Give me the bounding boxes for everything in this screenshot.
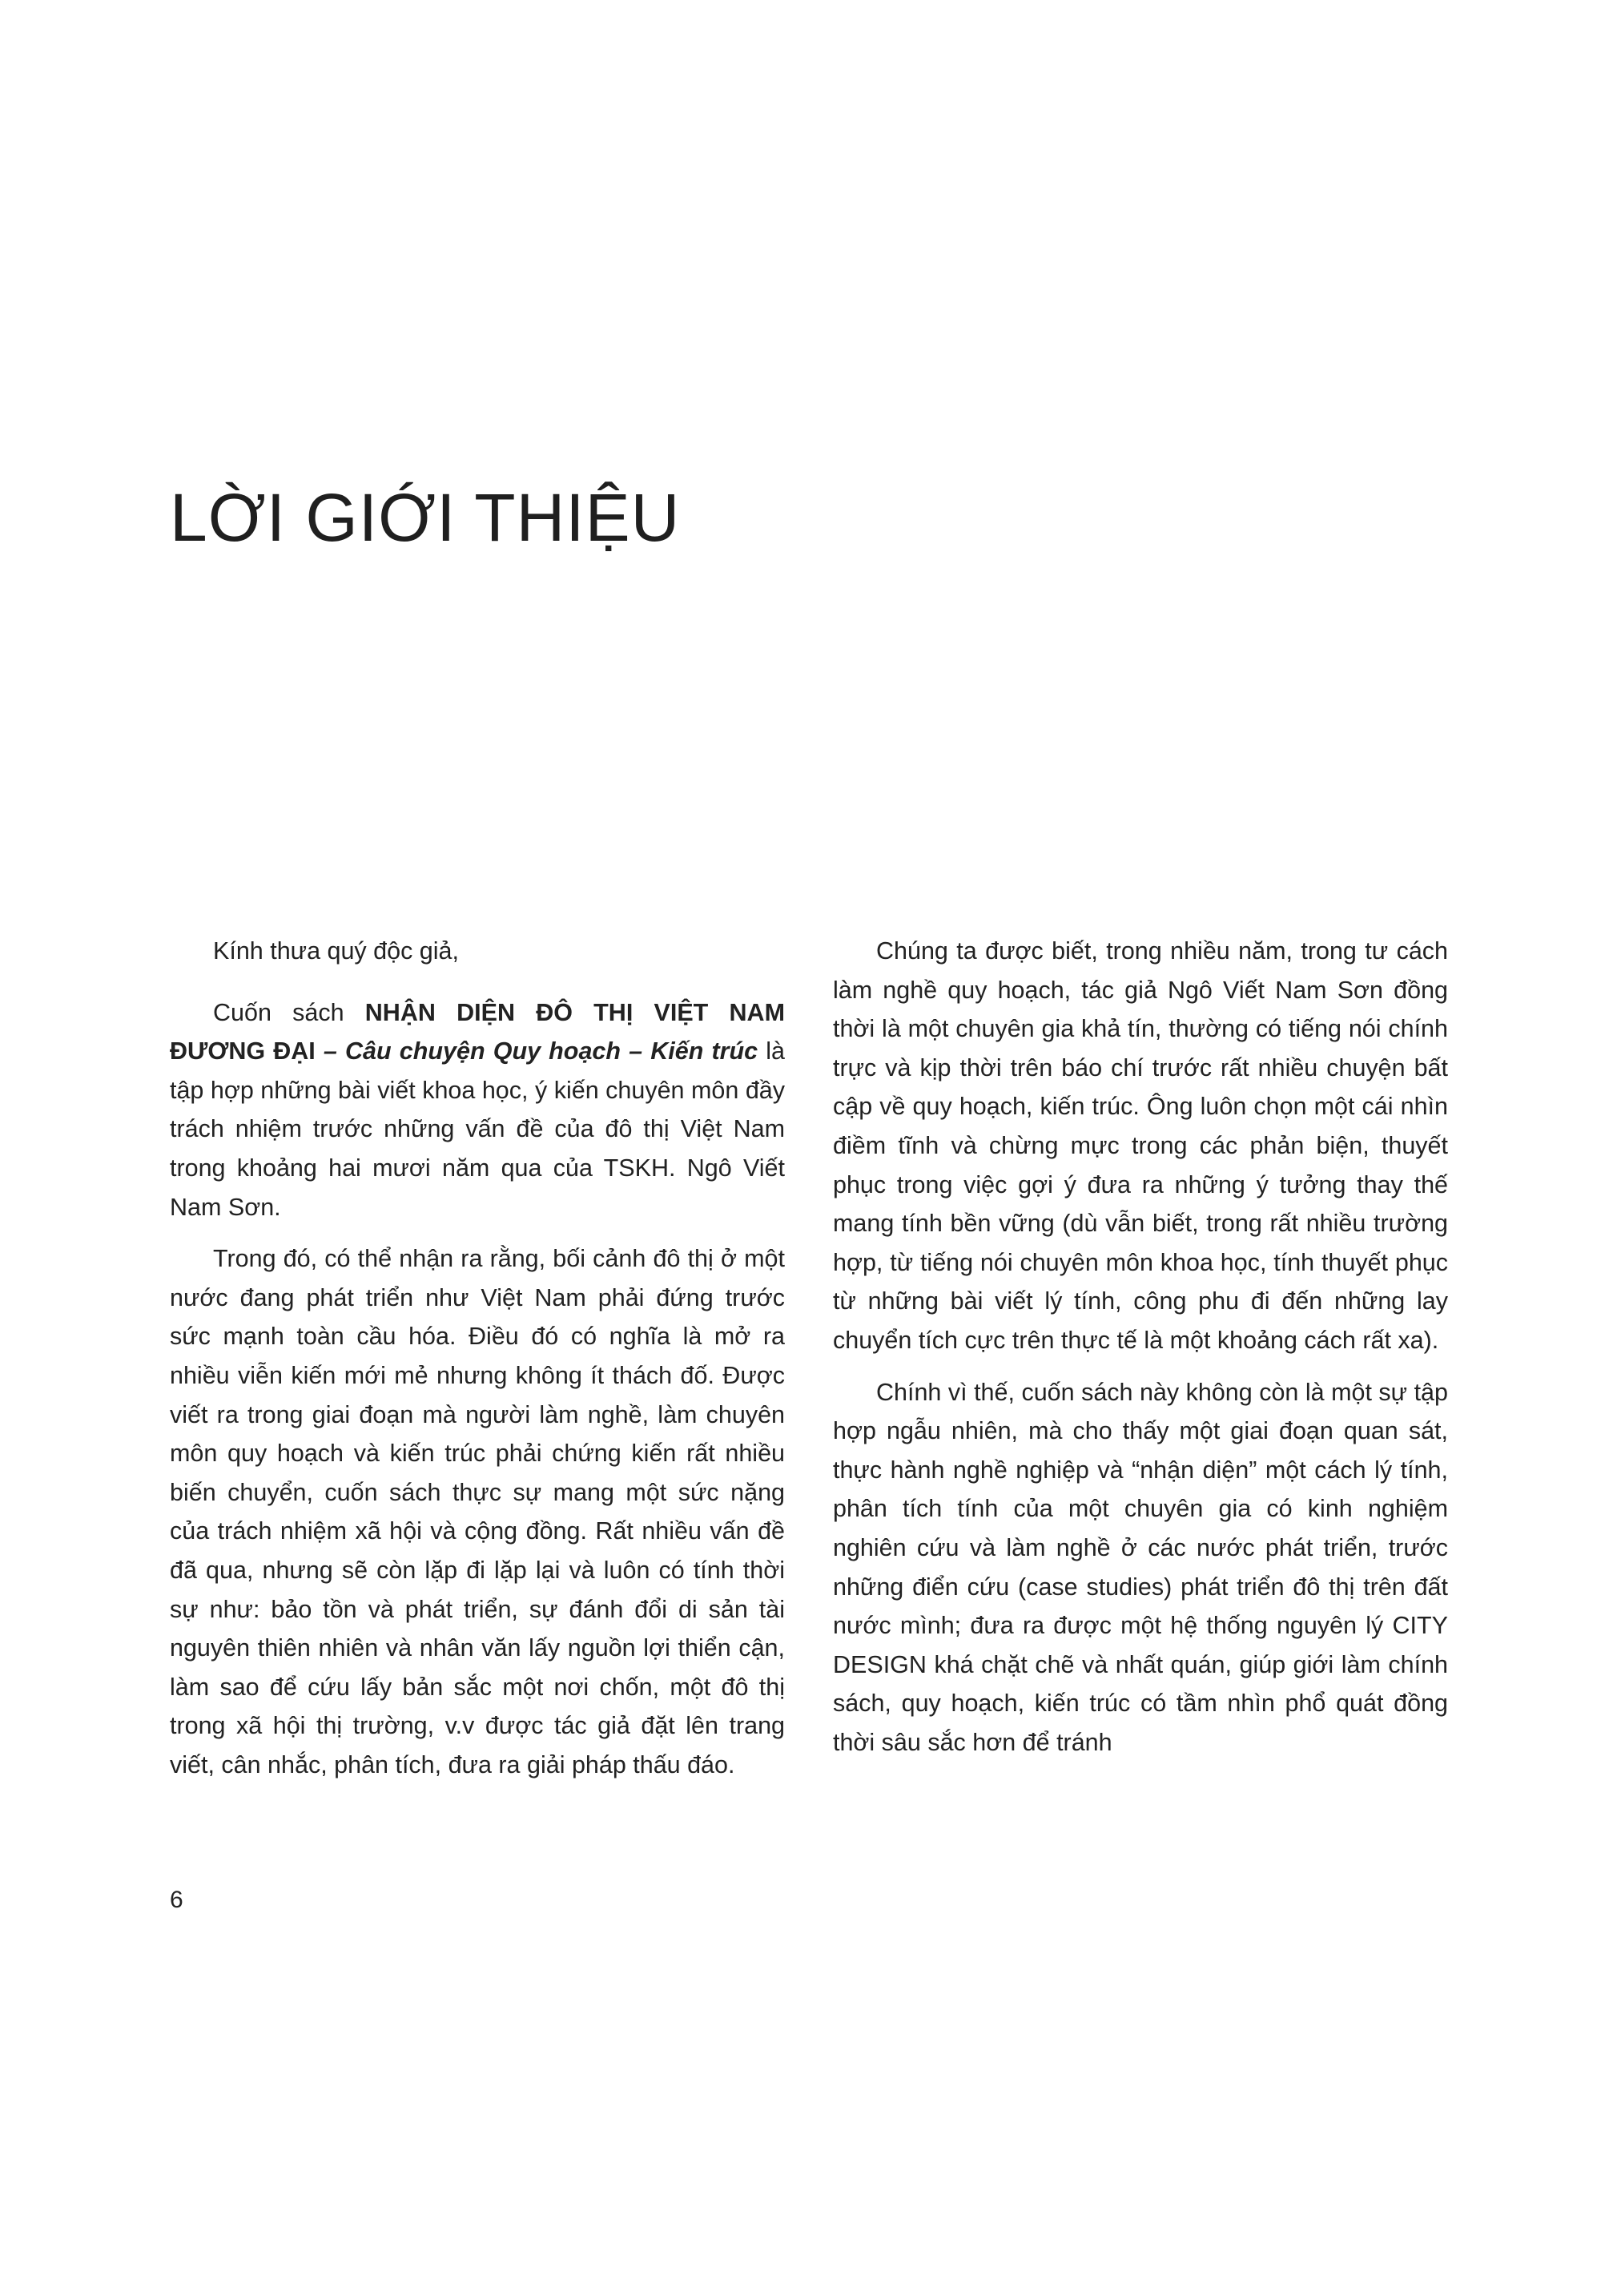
book-significance-paragraph: Chính vì thế, cuốn sách này không còn là một sự tập hợp ngẫu nhiên, mà cho thấy một giai đoạn quan sát, thực hành nghề nghiệp và “nhận diện” một cách lý tính, phân tích tính của một chuyên gia có kinh nghiệm nghiên cứu và làm nghề ở các nước phát triển, trước những điển cứu (case studies) phát triển đô thị trên đất nước mình; đưa ra được một hệ thống nguyên lý CITY DESIGN khá chặt chẽ và nhất quán, giúp giới làm chính sách, quy hoạch, kiến trúc có tầm nhìn phổ quát đồng thời sâu sắc hơn để tránh — [833, 1378, 1448, 1756]
book-name: NHẬN DIỆN ĐÔ THỊ VIỆT NAM ĐƯƠNG ĐẠI — [170, 998, 785, 1065]
author-paragraph: Chúng ta được biết, trong nhiều năm, trong tư cách làm nghề quy hoạch, tác giả Ngô Viết Nam Sơn đồng thời là một chuyên gia khả tín, thường có tiếng nói chính trực và kịp thời trên báo chí trước rất nhiều chuyện bất cập về quy hoạch, kiến trúc. Ông luôn chọn một cái nhìn điềm tĩnh và chừng mực trong các phản biện, thuyết phục trong việc gợi ý đưa ra những ý tưởng thay thế mang tính bền vững (dù vẫn biết, trong rất nhiều trường hợp, từ tiếng nói chuyên môn khoa học, tính thuyết phục từ những bài viết lý tính, công phu đi đến những lay chuyển tích cực trên thực tế là một khoảng cách rất xa). — [833, 937, 1448, 1354]
intro-rest-text: là tập hợp những bài viết khoa học, ý kiến chuyên môn đầy trách nhiệm trước những vấn đề của đô thị Việt Nam trong khoảng hai mươi năm qua của TSKH. Ngô Viết Nam Sơn. — [170, 1037, 785, 1221]
left-column — [170, 932, 785, 1797]
page-title: LỜI GIỚI THIỆU — [170, 480, 681, 555]
book-subtitle: – Câu chuyện Quy hoạch – Kiến trúc — [315, 1037, 758, 1065]
page-number: 6 — [170, 1887, 183, 1913]
salutation: Kính thưa quý độc giả, — [213, 937, 459, 965]
intro-paragraph — [170, 993, 785, 1227]
right-column — [833, 932, 1448, 1774]
context-paragraph: Trong đó, có thể nhận ra rằng, bối cảnh đô thị ở một nước đang phát triển như Việt Nam phải đứng trước sức mạnh toàn cầu hóa. Điều đó có nghĩa là mở ra nhiều viễn kiến mới mẻ nhưng không ít thách đố. Được viết ra trong giai đoạn mà người làm nghề, làm chuyên môn quy hoạch và kiến trúc phải chứng kiến rất nhiều biến chuyển, cuốn sách thực sự mang một sức nặng của trách nhiệm xã hội và cộng đồng. Rất nhiều vấn đề đã qua, nhưng sẽ còn lặp đi lặp lại và luôn có tính thời sự như: bảo tồn và phát triển, sự đánh đổi di sản tài nguyên thiên nhiên và nhân văn lấy nguồn lợi thiển cận, làm sao để cứu lấy bản sắc một nơi chốn, một đô thị trong xã hội thị trường, v.v được tác giả đặt lên trang viết, cân nhắc, phân tích, đưa ra giải pháp thấu đáo. — [170, 1245, 785, 1778]
intro-lead-text: Cuốn sách — [213, 998, 365, 1026]
